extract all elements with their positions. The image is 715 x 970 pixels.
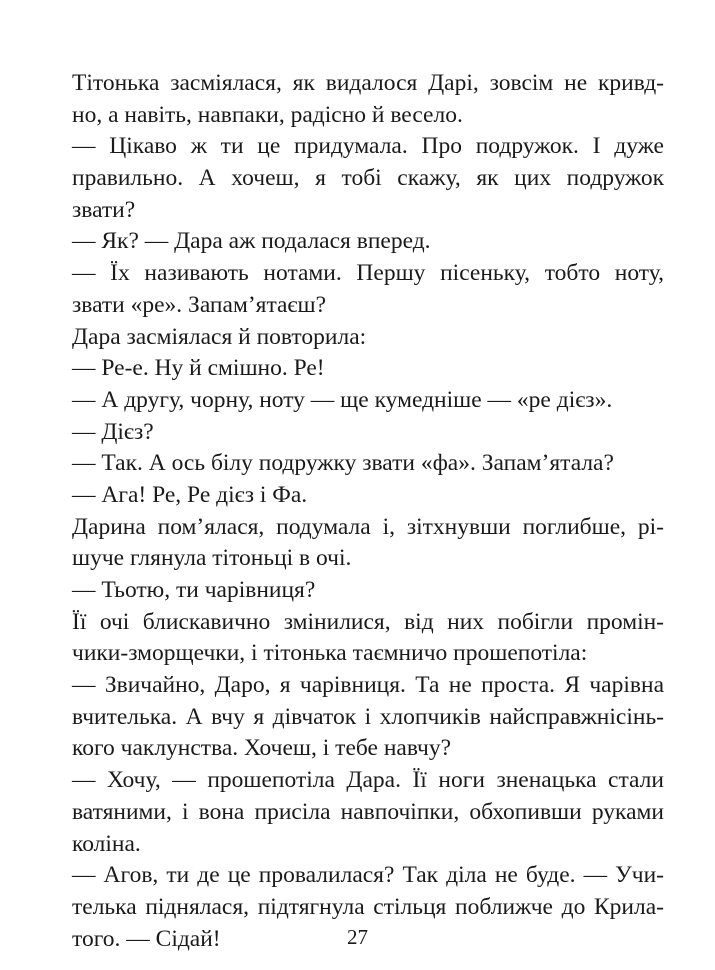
text-line: звати? <box>72 196 136 223</box>
text-line: Дара засміялася й повторила: <box>72 323 367 350</box>
text-line: кого чаклунства. Хочеш, і тебе навчу? <box>72 735 452 762</box>
text-line: вчителька. А вчу я дівчаток і хлопчиків найсправжнісінь- <box>72 703 664 730</box>
text-line: Її очі блискавично змінилися, від них побігли промін- <box>72 608 664 635</box>
text-line: коліна. <box>72 830 141 857</box>
page-text <box>72 68 664 955</box>
text-line: — Тьотю, ти чарівниця? <box>72 577 316 603</box>
text-line: шуче глянула тітоньці в очі. <box>72 545 352 572</box>
text-line: чики-зморщечки, і тітонька таємничо прошепотіла: <box>72 640 588 667</box>
text-line: — Звичайно, Даро, я чарівниця. Та не проста. Я чарівна <box>72 672 664 699</box>
text-line: ватяними, і вона присіла навпочіпки, обхопивши руками <box>72 798 664 825</box>
text-line: Тітонька засміялася, як видалося Дарі, зовсім не кривд- <box>72 70 664 96</box>
text-line: — Цікаво ж ти це придумала. Про подружок. І дуже <box>72 133 664 160</box>
text-line: того. — Сідай! <box>72 925 221 952</box>
text-line: но, а навіть, навпаки, радісно й весело. <box>72 101 463 128</box>
text-line: — Ага! Ре, Ре дієз і Фа. <box>72 481 308 508</box>
text-line: — Дієз? <box>72 418 154 445</box>
text-line: — А другу, чорну, ноту — ще кумедніше — «ре дієз». <box>72 386 613 413</box>
text-line: — Агов, ти де це провалилася? Так діла не буде. — Учи- <box>72 862 664 889</box>
text-line: — Їх називають нотами. Першу пісеньку, тобто ноту, <box>72 260 664 287</box>
text-line: правильно. А хочеш, я тобі скажу, як цих подружок <box>72 165 664 192</box>
text-line: — Так. А ось білу подружку звати «фа». Запам’ятала? <box>72 450 614 477</box>
text-line: — Хочу, — прошепотіла Дара. Її ноги зненацька стали <box>72 767 664 794</box>
text-line: звати «ре». Запам’ятаєш? <box>72 291 327 318</box>
text-line: — Як? — Дара аж подалася вперед. <box>72 228 431 255</box>
text-line: телька піднялася, підтягнула стільця поближче до Крила- <box>72 893 664 920</box>
text-line: — Ре-е. Ну й смішно. Ре! <box>72 355 325 382</box>
page-number: 27 <box>347 925 368 949</box>
text-line: Дарина пом’ялася, подумала і, зітхнувши поглибше, рі- <box>72 513 664 540</box>
